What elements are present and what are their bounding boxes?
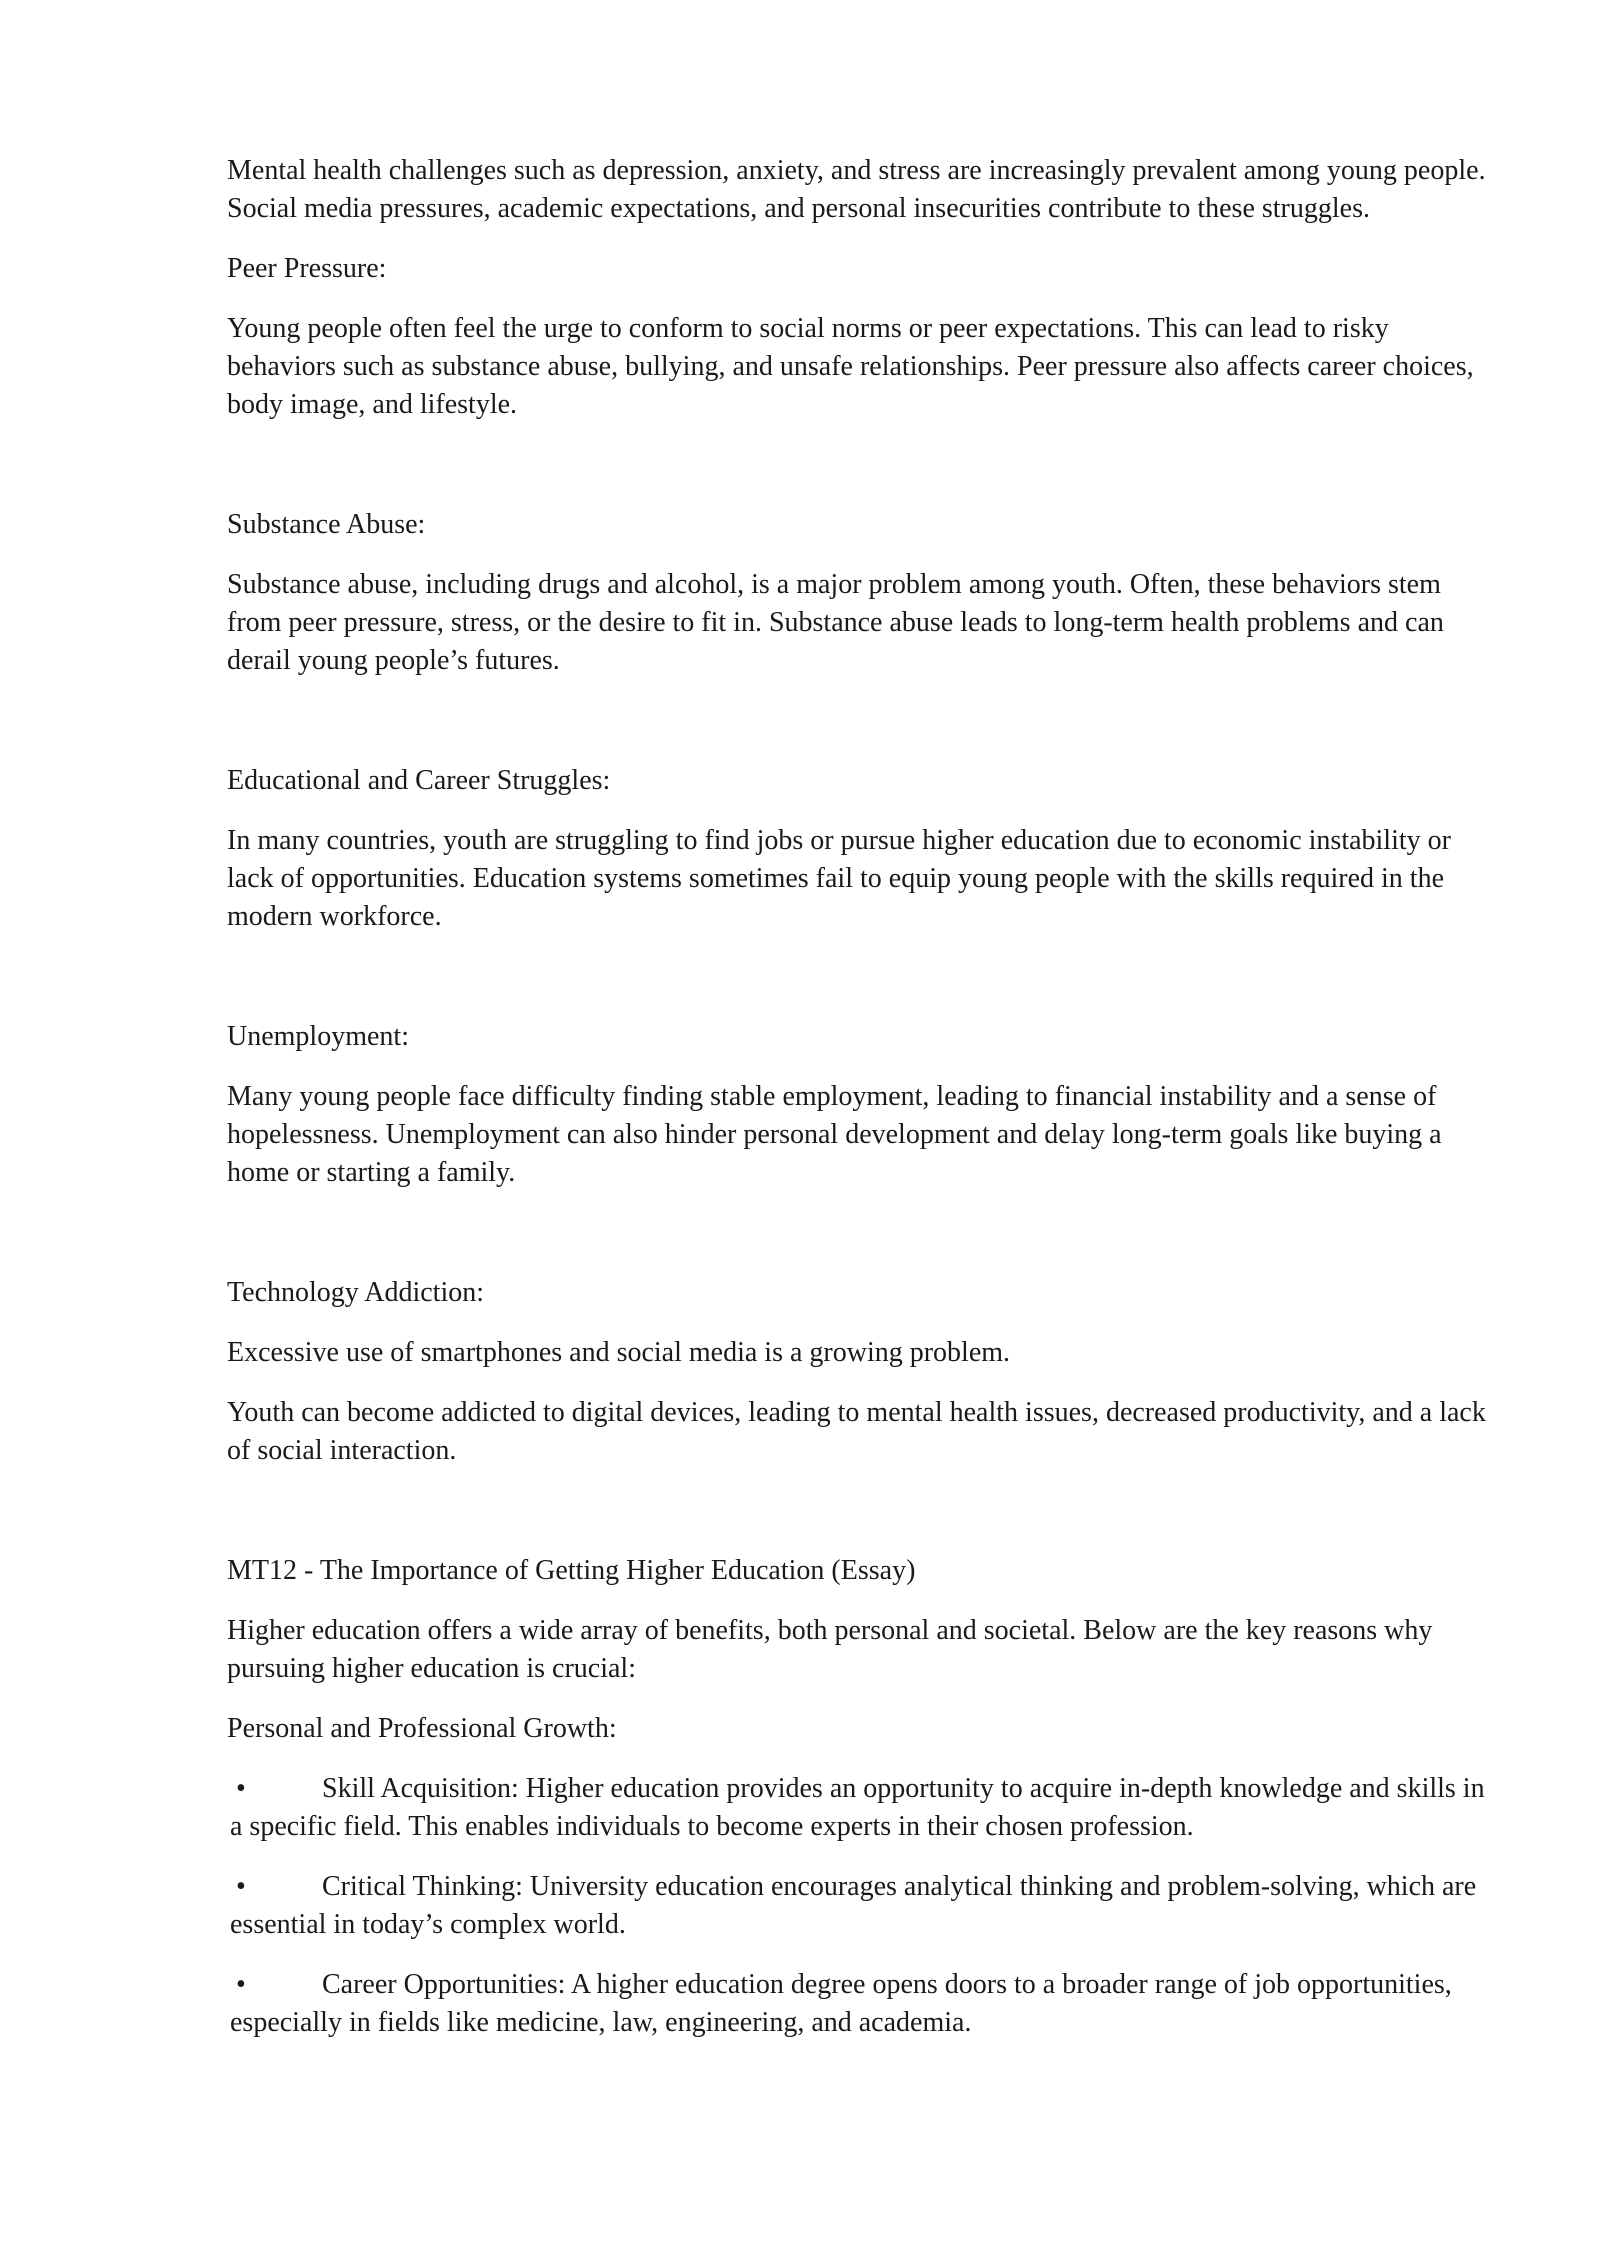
bullet-icon: • [236,1969,246,2000]
technology-addiction-heading: Technology Addiction: [227,1277,485,1308]
bullet-icon: • [236,1773,246,1804]
education-career-heading: Educational and Career Struggles: [227,765,611,796]
document-page [227,152,1492,2064]
bullet-item-critical-thinking [230,1868,1492,1944]
mt12-subheading: Personal and Professional Growth: [227,1713,617,1744]
substance-abuse-heading: Substance Abuse: [227,509,426,540]
bullet-item-skill-acquisition [230,1770,1492,1846]
mt12-intro-paragraph: Higher education offers a wide array of benefits, both personal and societal. Below are the key reasons why pursuing higher education is crucial: [227,1615,1433,1684]
unemployment-paragraph: Many young people face difficulty finding stable employment, leading to financial instability and a sense of hopelessness. Unemployment can also hinder personal development and delay long-term goals like buying a home or starting a family. [227,1081,1442,1188]
peer-pressure-heading: Peer Pressure: [227,253,387,284]
bullet-text: Career Opportunities: A higher education degree opens doors to a broader range of job opportunities, especially in fields like medicine, law, engineering, and academia. [230,1969,1452,2038]
mt12-title: MT12 - The Importance of Getting Higher Education (Essay) [227,1555,916,1586]
bullet-icon: • [236,1871,246,1902]
bullet-text: Skill Acquisition: Higher education provides an opportunity to acquire in-depth knowledge and skills in a specific field. This enables individuals to become experts in their chosen profession. [230,1773,1485,1842]
section-spacer [227,1214,1492,1274]
education-career-paragraph: In many countries, youth are struggling to find jobs or pursue higher education due to economic instability or lack of opportunities. Education systems sometimes fail to equip young people with the skills required in the modern workforce. [227,825,1451,932]
substance-abuse-paragraph: Substance abuse, including drugs and alcohol, is a major problem among youth. Often, these behaviors stem from peer pressure, stress, or the desire to fit in. Substance abuse leads to long-term health problems and can derail young people’s futures. [227,569,1444,676]
bullet-text: Critical Thinking: University education encourages analytical thinking and problem-solving, which are essential in today’s complex world. [230,1871,1477,1940]
unemployment-heading: Unemployment: [227,1021,409,1052]
technology-addiction-paragraph-2: Youth can become addicted to digital devices, leading to mental health issues, decreased productivity, and a lack of social interaction. [227,1397,1486,1466]
section-spacer [227,702,1492,762]
section-spacer [227,446,1492,506]
peer-pressure-paragraph: Young people often feel the urge to conform to social norms or peer expectations. This can lead to risky behaviors such as substance abuse, bullying, and unsafe relationships. Peer pressure also affects career choices, body image, and lifestyle. [227,313,1474,420]
section-spacer [227,1492,1492,1552]
technology-addiction-paragraph-1: Excessive use of smartphones and social media is a growing problem. [227,1337,1011,1368]
section-spacer [227,958,1492,1018]
mental-health-paragraph: Mental health challenges such as depression, anxiety, and stress are increasingly prevalent among young people. Social media pressures, academic expectations, and personal insecurities contribute to these struggles. [227,155,1486,224]
bullet-item-career-opportunities [230,1966,1492,2042]
